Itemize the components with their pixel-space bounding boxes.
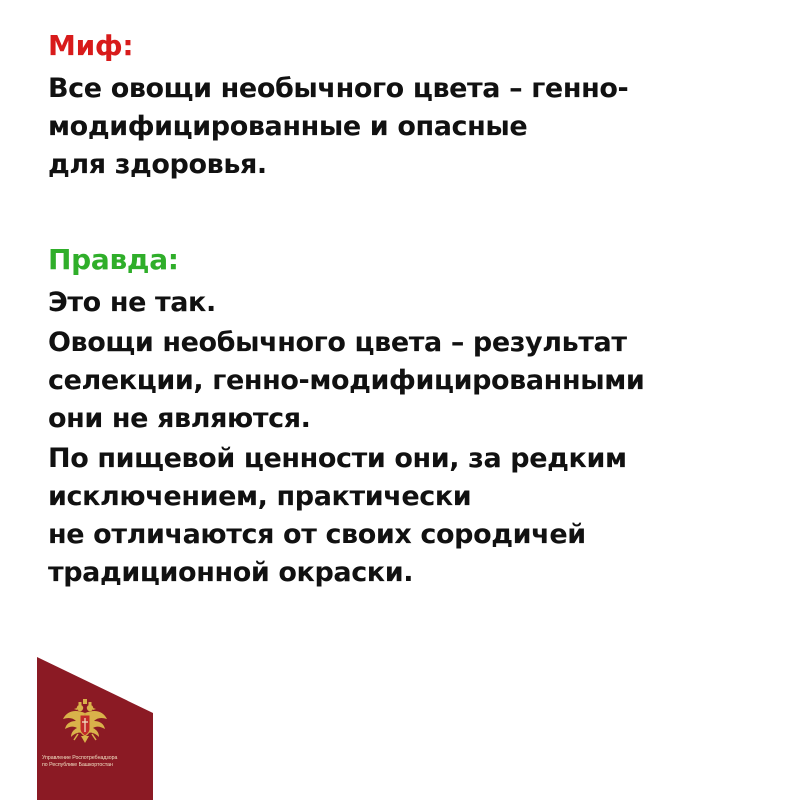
logo-panel-shape bbox=[37, 657, 153, 800]
truth-text-line: селекции, генно-модифицированными bbox=[48, 365, 645, 396]
myth-text bbox=[48, 70, 768, 184]
truth-paragraph-1 bbox=[48, 284, 768, 322]
caption-line: Управление Роспотребнадзора bbox=[42, 755, 118, 761]
myth-text-line: для здоровья. bbox=[48, 149, 267, 180]
truth-text-line: не отличаются от своих сородичей bbox=[48, 519, 586, 550]
caption-line: по Республике Башкортостан bbox=[42, 762, 113, 768]
myth-section bbox=[48, 26, 768, 184]
truth-heading: Правда: bbox=[48, 243, 179, 276]
truth-section bbox=[48, 240, 768, 592]
organization-logo bbox=[37, 657, 153, 800]
truth-text-line: По пищевой ценности они, за редким bbox=[48, 443, 627, 474]
truth-paragraph-2 bbox=[48, 324, 768, 438]
truth-text-line: традиционной окраски. bbox=[48, 557, 414, 588]
myth-text-line: модифицированные и опасные bbox=[48, 111, 528, 142]
myth-heading: Миф: bbox=[48, 29, 134, 62]
truth-text-line: Овощи необычного цвета – результат bbox=[48, 327, 627, 358]
myth-text-line: Все овощи необычного цвета – генно- bbox=[48, 73, 629, 104]
truth-paragraph-3 bbox=[48, 440, 768, 592]
truth-text-line: Это не так. bbox=[48, 287, 216, 318]
truth-text-line: исключением, практически bbox=[48, 481, 472, 512]
organization-caption bbox=[42, 755, 154, 769]
truth-text-line: они не являются. bbox=[48, 403, 311, 434]
